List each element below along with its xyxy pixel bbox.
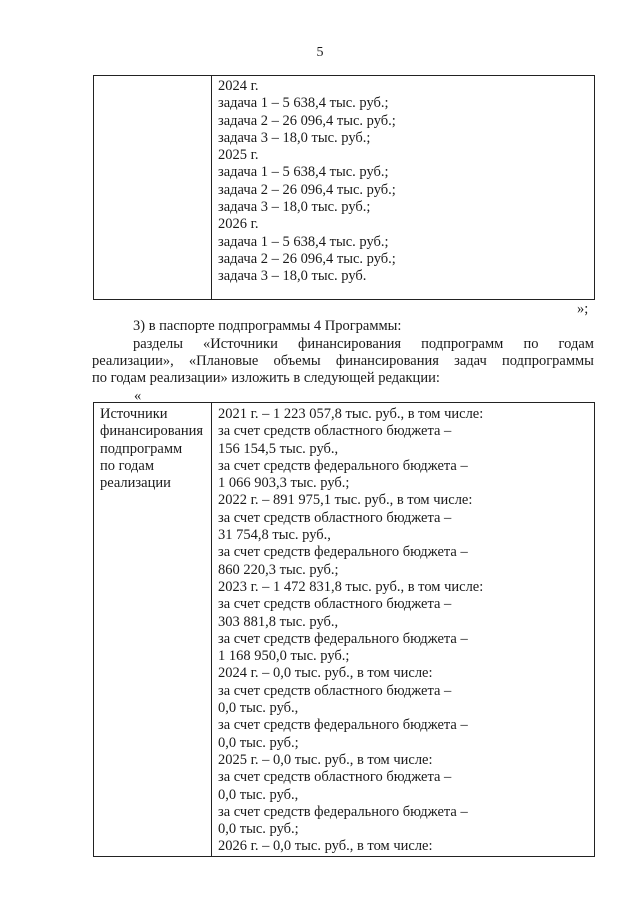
word: реализации», xyxy=(92,353,174,369)
paragraph-line-2 xyxy=(92,353,594,370)
cell-line: за счет средств областного бюджета – xyxy=(218,423,452,440)
cell-line: задача 2 – 26 096,4 тыс. руб.; xyxy=(218,112,396,129)
word: «Источники xyxy=(203,336,278,352)
cell-line: задача 2 – 26 096,4 тыс. руб.; xyxy=(218,181,396,198)
cell-line: за счет средств областного бюджета – xyxy=(218,682,452,699)
paragraph-line-1 xyxy=(133,336,594,353)
cell-line: 2023 г. – 1 472 831,8 тыс. руб., в том числе: xyxy=(218,578,484,595)
word: объемы xyxy=(273,353,321,369)
cell-line: 2021 г. – 1 223 057,8 тыс. руб., в том числе: xyxy=(218,406,484,422)
cell-line: за счет средств федерального бюджета – xyxy=(218,803,468,820)
cell-line: 2024 г. xyxy=(218,78,259,94)
cell-line: 2026 г. – 0,0 тыс. руб., в том числе: xyxy=(218,838,433,855)
cell-line: реализации xyxy=(100,475,171,492)
cell-line: 2024 г. – 0,0 тыс. руб., в том числе: xyxy=(218,665,433,682)
cell-line: 2022 г. – 891 975,1 тыс. руб., в том числе: xyxy=(218,492,473,509)
cell-line: задача 1 – 5 638,4 тыс. руб.; xyxy=(218,95,389,112)
table-column-divider xyxy=(211,403,212,856)
cell-line: задача 2 – 26 096,4 тыс. руб.; xyxy=(218,250,396,267)
cell-line: 2025 г. xyxy=(218,147,259,164)
paragraph-line-3: по годам реализации» изложить в следующей редакции: xyxy=(92,370,440,386)
cell-line: 0,0 тыс. руб., xyxy=(218,700,299,717)
word: годам xyxy=(558,336,594,352)
cell-line: 303 881,8 тыс. руб., xyxy=(218,613,339,630)
paragraph-item: 3) в паспорте подпрограммы 4 Программы: xyxy=(133,318,402,334)
table-right-cell xyxy=(218,406,483,856)
cell-line: за счет средств областного бюджета – xyxy=(218,596,452,613)
cell-line: задача 3 – 18,0 тыс. руб. xyxy=(218,268,367,285)
closing-quote: »; xyxy=(577,301,589,317)
word: подпрограмм xyxy=(421,336,504,352)
word: финансирования xyxy=(297,336,402,352)
cell-line: за счет средств федерального бюджета – xyxy=(218,457,468,474)
cell-line: финансирования xyxy=(100,423,204,440)
cell-line: Источники xyxy=(100,406,168,422)
cell-line: 0,0 тыс. руб.; xyxy=(218,821,299,838)
table-task-funding xyxy=(93,75,595,300)
cell-line: 0,0 тыс. руб., xyxy=(218,786,299,803)
word: подпрограммы xyxy=(501,353,594,369)
cell-line: за счет средств федерального бюджета – xyxy=(218,630,468,647)
cell-line: 1 168 950,0 тыс. руб.; xyxy=(218,648,350,665)
cell-line: подпрограмм xyxy=(100,440,183,457)
word: по xyxy=(523,336,539,352)
word: разделы xyxy=(133,336,183,352)
cell-line: за счет средств федерального бюджета – xyxy=(218,717,468,734)
opening-quote: « xyxy=(134,388,142,404)
cell-line: 31 754,8 тыс. руб., xyxy=(218,527,331,544)
table-funding-sources xyxy=(93,402,595,857)
cell-line: 860 220,3 тыс. руб.; xyxy=(218,561,339,578)
cell-line: за счет средств федерального бюджета – xyxy=(218,544,468,561)
word: финансирования xyxy=(335,353,439,369)
cell-line: за счет средств областного бюджета – xyxy=(218,509,452,526)
cell-line: 2025 г. – 0,0 тыс. руб., в том числе: xyxy=(218,751,433,768)
cell-line: по годам xyxy=(100,457,155,474)
cell-line: задача 1 – 5 638,4 тыс. руб.; xyxy=(218,233,389,250)
cell-line: 1 066 903,3 тыс. руб.; xyxy=(218,475,350,492)
cell-line: задача 3 – 18,0 тыс. руб.; xyxy=(218,199,371,216)
table-right-cell xyxy=(218,78,396,286)
table-column-divider xyxy=(211,76,212,299)
cell-line: 0,0 тыс. руб.; xyxy=(218,734,299,751)
cell-line: задача 3 – 18,0 тыс. руб.; xyxy=(218,129,371,146)
word: «Плановые xyxy=(188,353,259,369)
page-number: 5 xyxy=(316,45,324,60)
cell-line: за счет средств областного бюджета – xyxy=(218,769,452,786)
word: задач xyxy=(454,353,487,369)
cell-line: 156 154,5 тыс. руб., xyxy=(218,440,339,457)
cell-line: задача 1 – 5 638,4 тыс. руб.; xyxy=(218,164,389,181)
cell-line: 2026 г. xyxy=(218,216,259,233)
table-left-cell xyxy=(100,406,203,492)
